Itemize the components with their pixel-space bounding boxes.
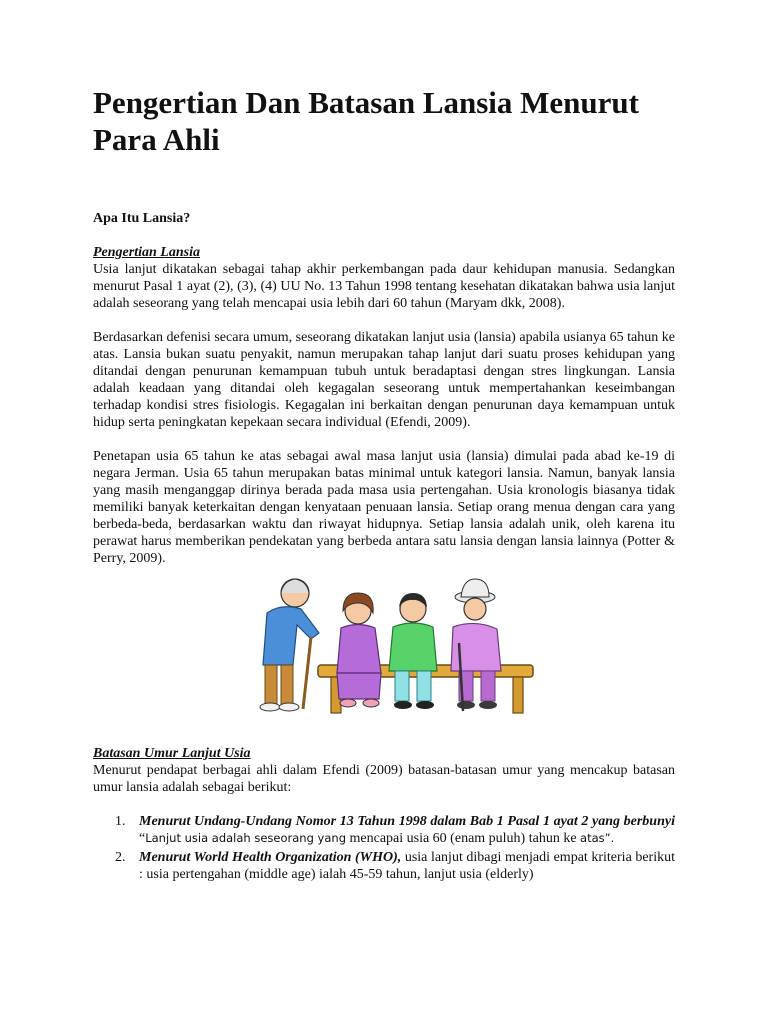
section-title-batasan: Batasan Umur Lanjut Usia [93,746,251,761]
list-item-bold: Menurut World Health Organization (WHO), [139,850,402,865]
list-item [93,849,675,883]
paragraph: Usia lanjut dikatakan sebagai tahap akhir perkembangan pada daur kehidupan manusia. Sedangkan menurut Pasal 1 ayat (2), (3), (4) UU No. 13 Tahun 1998 tentang kesehatan dikatakan bahwa usia lanjut adalah seseorang yang telah mencapai usia lebih dari 60 tahun (Maryam dkk, 2008). [93,262,675,311]
paragraph: Penetapan usia 65 tahun ke atas sebagai awal masa lanjut usia (lansia) dimulai pada abad ke-19 di negara Jerman. Usia 65 tahun merupakan batas minimal untuk kategori lansia. Namun, banyak lansia yang masih menganggap dirinya berada pada masa usia pertengahan. Usia kronologis biasanya tidak memiliki banyak keterkaitan dengan kenyataan penuaan lansia. Setiap orang menua dengan cara yang berbeda-beda, berdasarkan waktu dan riwayat hidupnya. Setiap lansia adalah unik, oleh karena itu perawat harus memberikan pendekatan yang berbeda antara satu lansia dengan lansia lainnya (Potter & Perry, 2009). [93,449,675,566]
document-title: Pengertian Dan Batasan Lansia Menurut Para Ahli [93,85,639,157]
quote-open: “ [139,831,146,846]
section-intro: Menurut pendapat berbagai ahli dalam Efendi (2009) batasan-batasan umur yang mencakup batasan umur lansia adalah sebagai berikut: [93,763,675,795]
elderly-illustration [93,573,675,733]
list-number: 2. [115,850,126,865]
quote-text: Lanjut usia adalah seseorang yang [145,831,346,845]
list-item-bold: Menurut Undang-Undang Nomor 13 Tahun 1998 dalam Bab 1 Pasal 1 ayat 2 yang berbunyi [139,814,675,829]
list-item-text: mencapai usia 60 (enam puluh) tahun ke [346,831,581,846]
elderly-group-image [223,573,543,733]
list-item-text: usia lanjut dibagi menjadi empat kriteria berikut : usia pertengahan (middle age) ialah 45-59 tahun, lanjut usia (elderly) [139,850,675,882]
quote-tail: atas”. [580,831,615,845]
document-content [93,84,675,885]
question-heading: Apa Itu Lansia? [93,211,191,226]
list-item [93,813,675,847]
section-title-pengertian: Pengertian Lansia [93,245,200,260]
criteria-list [93,813,675,883]
list-number: 1. [115,814,126,829]
paragraph: Berdasarkan defenisi secara umum, seseorang dikatakan lanjut usia (lansia) apabila usianya 65 tahun ke atas. Lansia bukan suatu penyakit, namun merupakan tahap lanjut dari suatu proses kehidupan yang ditandai dengan penurunan kemampuan tubuh untuk beradaptasi dengan stres lingkungan. Lansia adalah keadaan yang ditandai oleh kegagalan seseorang untuk mempertahankan keseimbangan terhadap kondisi stres fisiologis. Kegagalan ini berkaitan dengan penurunan daya kemampuan untuk hidup serta peningkatan kepekaan secara individual (Efendi, 2009). [93,330,675,430]
